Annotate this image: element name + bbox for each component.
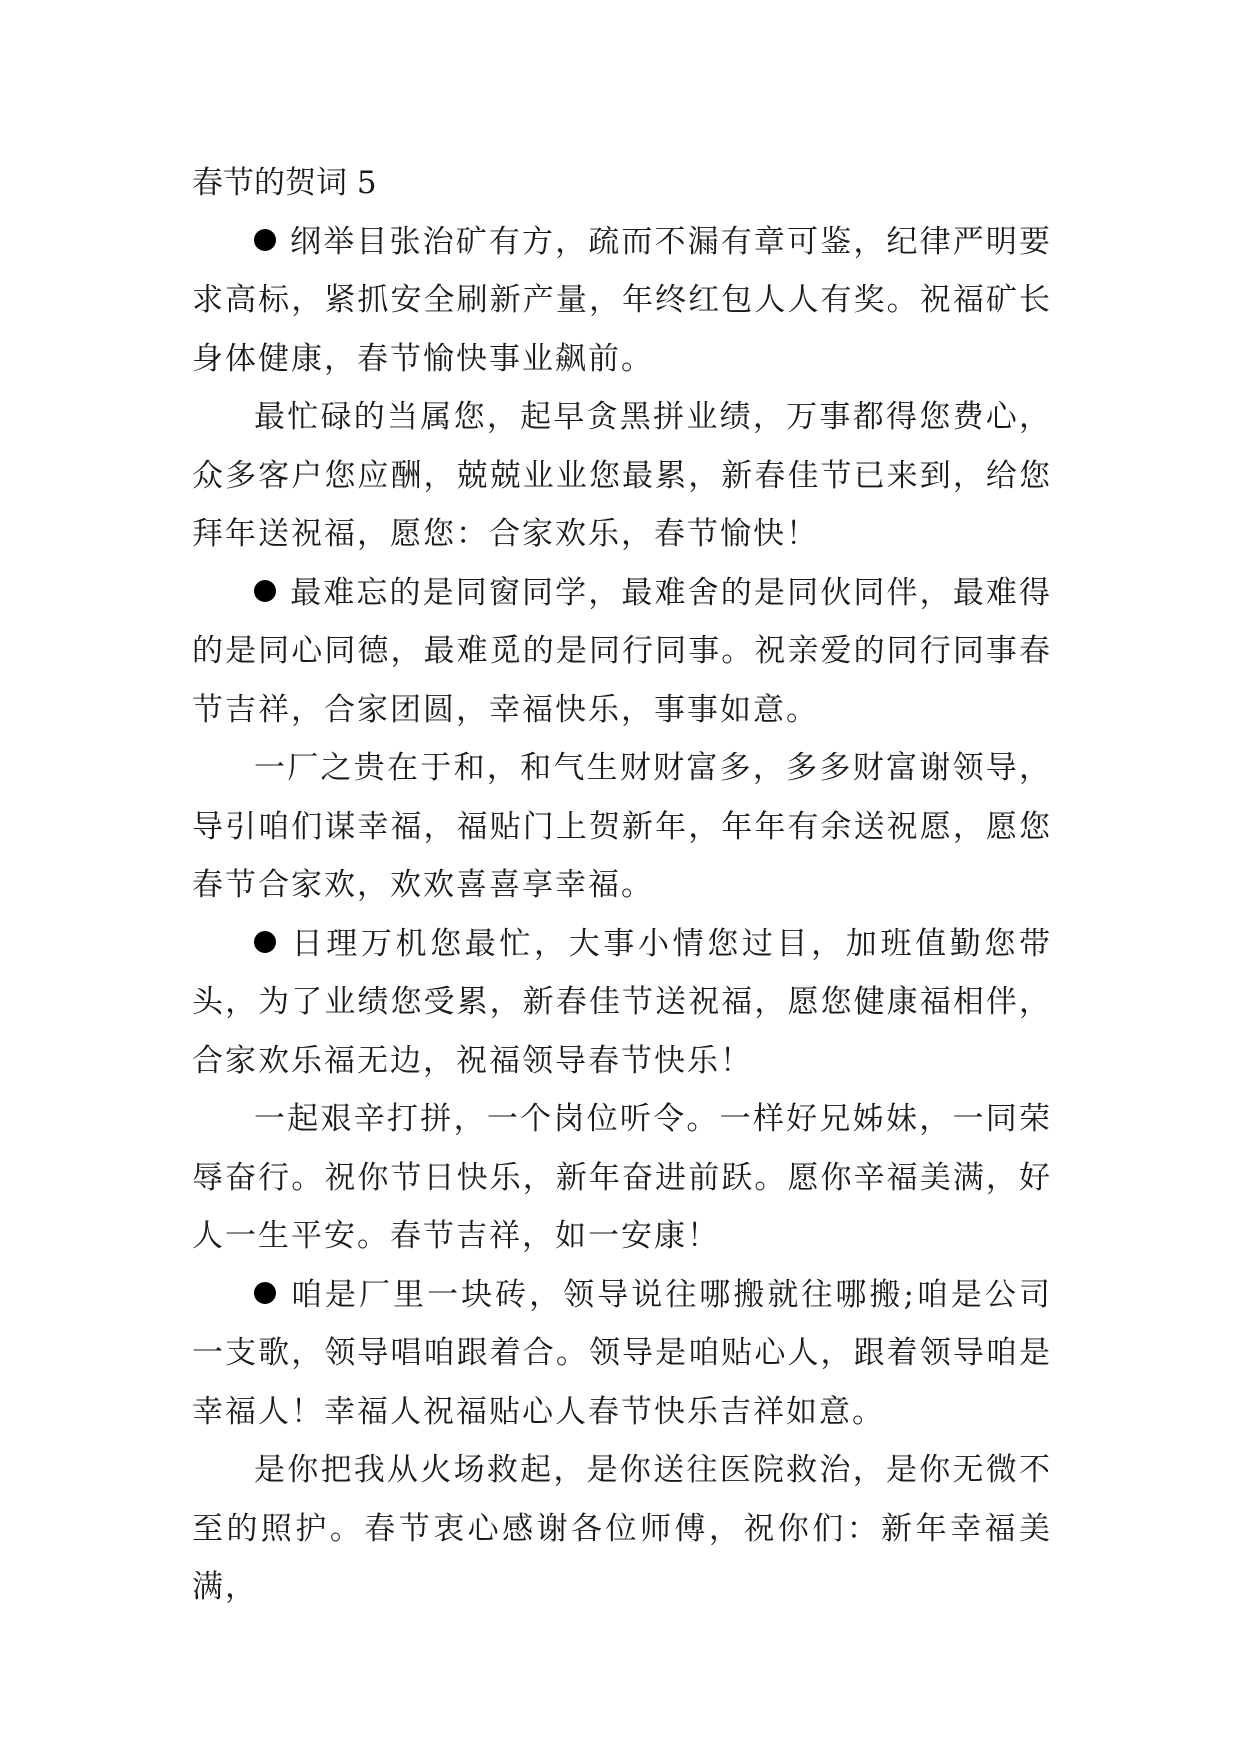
paragraph-text: 日理万机您最忙，大事小情您过目，加班值勤您带头，为了业绩您受累，新春佳节送祝福，愿您健康福相伴，合家欢乐福无边，祝福领导春节快乐！ — [192, 925, 1052, 1079]
paragraph-text: 最忙碌的当属您，起早贪黑拼业绩，万事都得您费心，众多客户您应酬，兢兢业业您最累，新春佳节已来到，给您拜年送祝福，愿您：合家欢乐，春节愉快！ — [192, 399, 1052, 552]
paragraph-7 — [192, 1266, 1052, 1442]
document-body — [192, 154, 1052, 1617]
paragraph-8 — [192, 1441, 1052, 1617]
paragraph-3 — [192, 564, 1052, 740]
bullet-icon — [254, 931, 276, 953]
bullet-icon — [254, 229, 276, 251]
paragraph-2 — [192, 388, 1052, 564]
paragraph-text: 最难忘的是同窗同学，最难舍的是同伙同伴，最难得的是同心同德，最难觅的是同行同事。祝亲爱的同行同事春节吉祥，合家团圆，幸福快乐，事事如意。 — [192, 574, 1052, 728]
paragraph-text: 是你把我从火场救起，是你送往医院救治，是你无微不至的照护。春节衷心感谢各位师傅，祝你们：新年幸福美满， — [192, 1452, 1052, 1605]
paragraph-text: 咱是厂里一块砖，领导说往哪搬就往哪搬;咱是公司一支歌，领导唱咱跟着合。领导是咱贴心人，跟着领导咱是幸福人！幸福人祝福贴心人春节快乐吉祥如意。 — [192, 1276, 1052, 1430]
paragraph-6 — [192, 1090, 1052, 1266]
paragraph-1 — [192, 213, 1052, 389]
paragraph-text: 一厂之贵在于和，和气生财财富多，多多财富谢领导，导引咱们谋幸福，福贴门上贺新年，年年有余送祝愿，愿您春节合家欢，欢欢喜喜享幸福。 — [192, 750, 1052, 903]
paragraph-text: 纲举目张治矿有方，疏而不漏有章可鉴，纪律严明要求高标，紧抓安全刷新产量，年终红包人人有奖。祝福矿长身体健康，春节愉快事业飙前。 — [192, 223, 1052, 377]
bullet-icon — [254, 580, 276, 602]
paragraph-text: 一起艰辛打拼，一个岗位听令。一样好兄姊妹，一同荣辱奋行。祝你节日快乐，新年奋进前跃。愿你辛福美满，好人一生平安。春节吉祥，如一安康！ — [192, 1101, 1052, 1254]
paragraph-4 — [192, 739, 1052, 915]
bullet-icon — [254, 1282, 276, 1304]
document-title: 春节的贺词 5 — [192, 165, 377, 201]
paragraph-5 — [192, 915, 1052, 1091]
